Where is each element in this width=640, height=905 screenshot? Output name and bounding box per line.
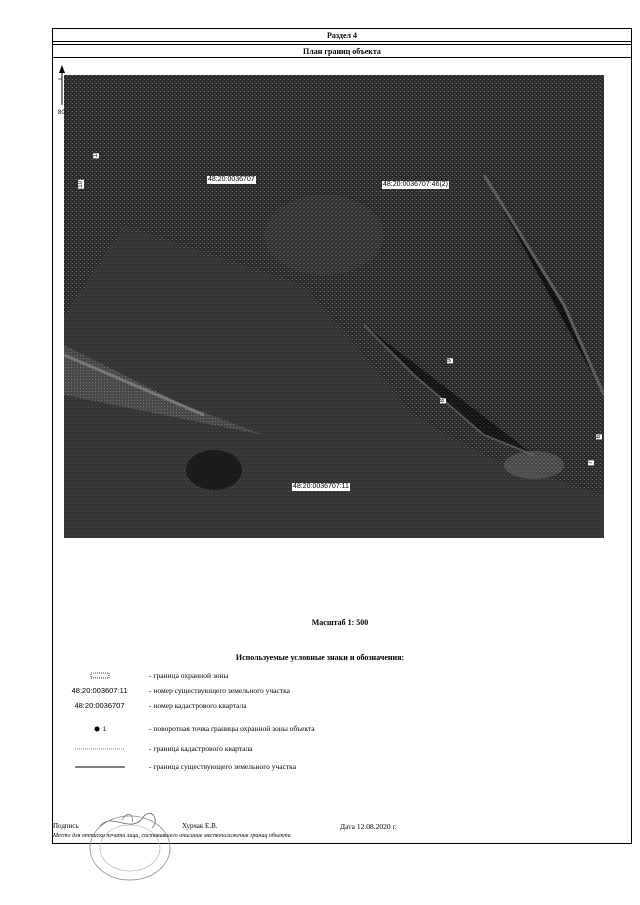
map-point-label: 6 <box>596 435 602 439</box>
legend-item-quarter-number <box>52 701 612 713</box>
legend-item-turning-point <box>52 724 612 736</box>
aerial-map <box>64 75 604 538</box>
map-point-label: 1 <box>93 154 99 158</box>
seal-stamp-icon <box>82 806 178 884</box>
legend-item-parcel-number <box>52 686 612 698</box>
north-arrow-label: 80 <box>58 110 65 116</box>
legend-symbol: 48:20:003607:11 <box>71 686 128 695</box>
signature-date: Дата 12.08.2020 г. <box>340 822 397 831</box>
legend-item-protection-zone <box>52 671 612 683</box>
protection-zone-symbol-icon <box>52 671 147 680</box>
legend-text: - номер кадастрового квартала <box>149 701 247 710</box>
turning-point-symbol <box>52 724 147 733</box>
map-point-label: 10 <box>78 181 84 188</box>
map-label-quarter: 48:20:0036707 <box>208 176 255 183</box>
stamp-place-note: Место для оттиска печати лица, составившего описание местоположения границ объекта <box>53 833 291 839</box>
map-scale: Масштаб 1: 500 <box>311 618 369 627</box>
map-label-parcel-46: 48:20:0036707:46(2) <box>383 181 448 188</box>
dotted-line-icon <box>52 744 147 753</box>
point-dot-icon <box>93 725 101 733</box>
legend-item-quarter-boundary <box>52 744 612 756</box>
map-point-label: 9 <box>447 359 453 363</box>
page-title: План границ объекта <box>52 44 632 58</box>
map-point-label: 8 <box>440 399 446 403</box>
legend-text: - граница существующего земельного участка <box>149 762 297 771</box>
legend-symbol: 48:20:0036707 <box>74 701 125 710</box>
signer-name: Хурчак Е.В. <box>182 822 218 830</box>
signature-label: Подпись <box>53 822 79 830</box>
map-point-label: 7 <box>588 461 594 465</box>
legend-title: Используемые условные знаки и обозначения: <box>235 653 405 662</box>
legend-text: - граница кадастрового квартала <box>149 744 253 753</box>
legend-text: - поворотная точка границы охранной зоны объекта <box>149 724 315 733</box>
legend-text: - номер существующего земельного участка <box>149 686 290 695</box>
section-header: Раздел 4 <box>52 28 632 42</box>
aerial-photo <box>64 75 604 538</box>
legend-symbol: 1 <box>102 727 107 733</box>
map-label-parcel-11: 48:20:0036707:11 <box>293 483 349 490</box>
legend-text: - граница охранной зоны <box>149 671 229 680</box>
solid-line-icon <box>52 762 147 771</box>
legend-item-parcel-boundary <box>52 762 612 774</box>
